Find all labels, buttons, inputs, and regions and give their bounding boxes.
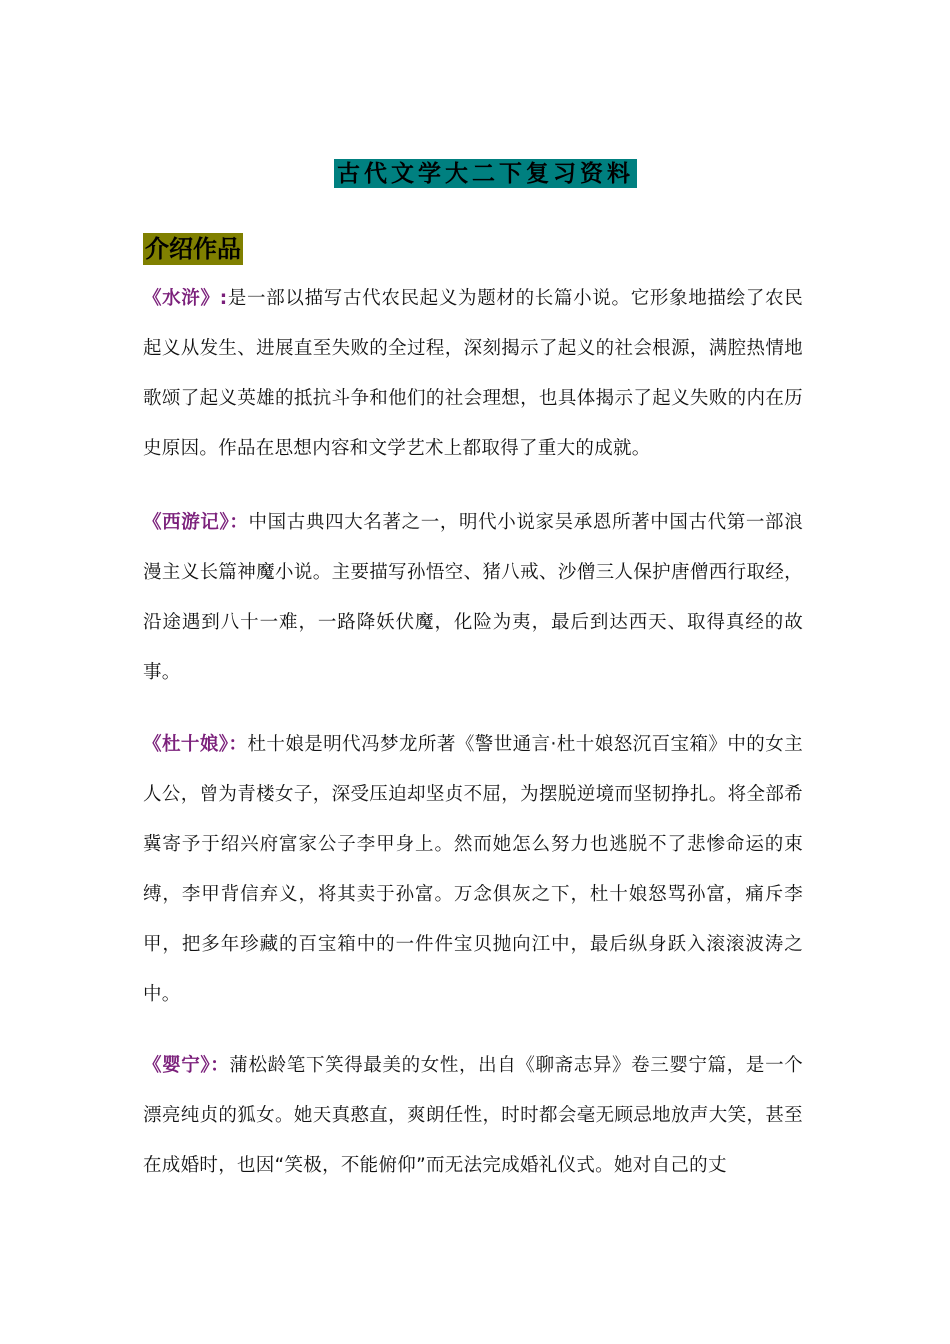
work-description: 蒲松龄笔下笑得最美的女性，出自《聊斋志异》卷三婴宁篇，是一个漂亮纯贞的狐女。她天真憨直，爽朗任性，时时都会毫无顾忌地放声大笑，甚至在成婚时，也因“笑极，不能俯仰”而无法完成婚礼仪式。她对自己的丈 xyxy=(143,1055,803,1176)
work-title: 《杜十娘》 xyxy=(143,734,229,755)
work-entry-xiyouji xyxy=(143,498,803,698)
title-separator: ： xyxy=(210,1055,230,1076)
title-separator: ： xyxy=(229,512,249,533)
document-title: 古代文学大二下复习资料 xyxy=(334,159,637,188)
work-entry-shuihu xyxy=(143,274,803,474)
work-title: 《婴宁》 xyxy=(143,1055,211,1076)
work-title: 《西游记》 xyxy=(143,512,230,533)
work-entry-dushiniang xyxy=(143,720,803,1020)
work-description: 中国古典四大名著之一，明代小说家吴承恩所著中国古代第一部浪漫主义长篇神魔小说。主要描写孙悟空、猪八戒、沙僧三人保护唐僧西行取经，沿途遇到八十一难，一路降妖伏魔，化险为夷，最后到达西天、取得真经的故事。 xyxy=(143,512,803,683)
work-title: 《水浒》 xyxy=(143,288,220,309)
work-description: 杜十娘是明代冯梦龙所著《警世通言·杜十娘怒沉百宝箱》中的女主人公，曾为青楼女子，深受压迫却坚贞不屈，为摆脱逆境而坚韧挣扎。将全部希冀寄予于绍兴府富家公子李甲身上。然而她怎么努力也逃脱不了悲惨命运的束缚，李甲背信弃义，将其卖于孙富。万念俱灰之下，杜十娘怒骂孙富，痛斥李甲，把多年珍藏的百宝箱中的一件件宝贝抛向江中，最后纵身跃入滚滚波涛之中。 xyxy=(143,734,803,1005)
title-separator: : xyxy=(219,288,228,309)
title-separator: ： xyxy=(228,734,248,755)
section-heading: 介绍作品 xyxy=(145,235,241,263)
work-entry-yingning xyxy=(143,1041,803,1191)
work-description: 是一部以描写古代农民起义为题材的长篇小说。它形象地描绘了农民起义从发生、进展直至失败的全过程，深刻揭示了起义的社会根源，满腔热情地歌颂了起义英雄的抵抗斗争和他们的社会理想，也具体揭示了起义失败的内在历史原因。作品在思想内容和文学艺术上都取得了重大的成就。 xyxy=(143,288,803,459)
